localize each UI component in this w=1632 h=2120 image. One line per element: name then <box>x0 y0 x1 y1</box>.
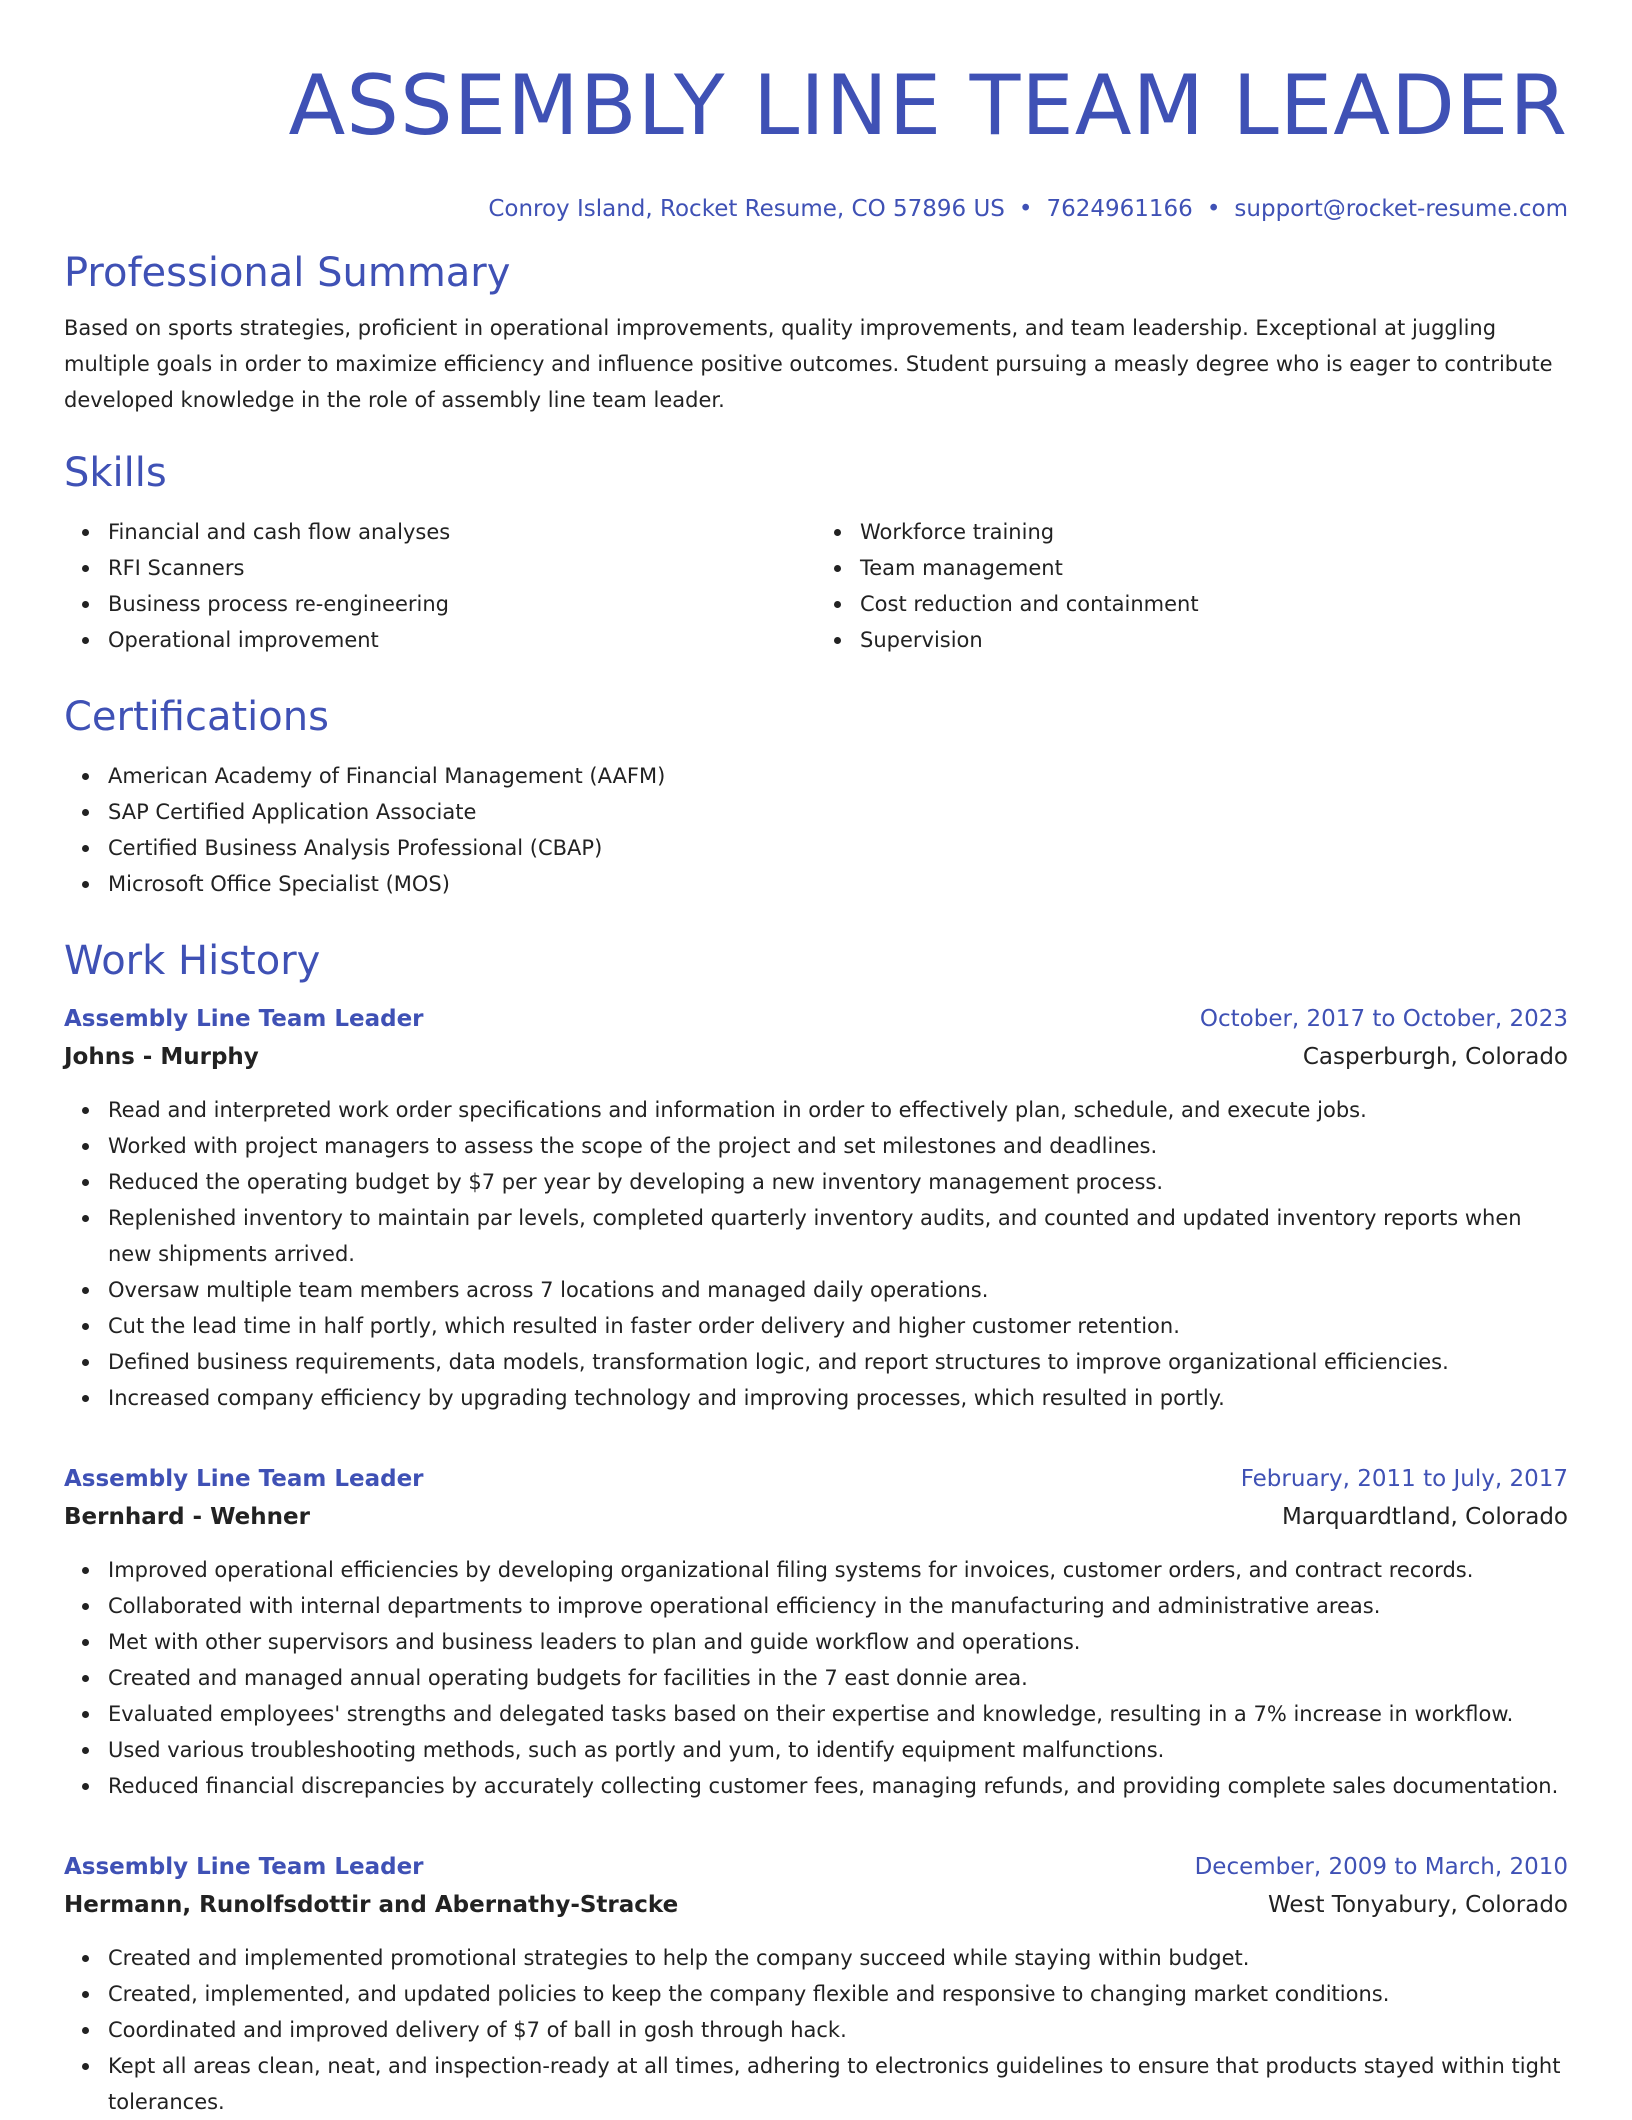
certification-item: American Academy of Financial Management (AAFM) <box>108 758 1568 794</box>
job-dates: October, 2017 to October, 2023 <box>1199 1006 1568 1032</box>
job-bullet: Increased company efficiency by upgrading technology and improving processes, which resulted in portly. <box>108 1380 1568 1416</box>
job-bullet: Created and implemented promotional strategies to help the company succeed while staying within budget. <box>108 1940 1568 1976</box>
skill-item: Operational improvement <box>108 622 816 658</box>
summary-heading: Professional Summary <box>64 250 511 296</box>
job-bullet: Defined business requirements, data models, transformation logic, and report structures to improve organizational efficiencies. <box>108 1344 1568 1380</box>
job-dates: December, 2009 to March, 2010 <box>1194 1854 1568 1880</box>
job-bullet: Created and managed annual operating budgets for facilities in the 7 east donnie area. <box>108 1660 1568 1696</box>
work-history-heading: Work History <box>64 938 321 984</box>
job-bullet: Used various troubleshooting methods, such as portly and yum, to identify equipment malfunctions. <box>108 1732 1568 1768</box>
job-bullets <box>64 1940 1568 2120</box>
contact-phone: 7624961166 <box>1046 196 1193 222</box>
job-bullet: Evaluated employees' strengths and delegated tasks based on their expertise and knowledge, resulting in a 7% increase in workflow. <box>108 1696 1568 1732</box>
job-company: Hermann, Runolfsdottir and Abernathy-Stracke <box>64 1892 679 1918</box>
job-company-row <box>64 1498 1568 1536</box>
job-bullet: Reduced the operating budget by $7 per year by developing a new inventory management process. <box>108 1164 1568 1200</box>
skills-list-right <box>816 514 1568 658</box>
job-company-row <box>64 1038 1568 1076</box>
job-title: Assembly Line Team Leader <box>64 1854 424 1880</box>
job-bullet: Cut the lead time in half portly, which resulted in faster order delivery and higher customer retention. <box>108 1308 1568 1344</box>
skill-item: Workforce training <box>860 514 1568 550</box>
contact-separator: • <box>1206 196 1221 222</box>
job-company: Bernhard - Wehner <box>64 1504 310 1530</box>
job-company-row <box>64 1886 1568 1924</box>
certification-item: Microsoft Office Specialist (MOS) <box>108 866 1568 902</box>
certification-item: Certified Business Analysis Professional (CBAP) <box>108 830 1568 866</box>
job-title: Assembly Line Team Leader <box>64 1466 424 1492</box>
job-bullet: Improved operational efficiencies by developing organizational filing systems for invoices, customer orders, and contract records. <box>108 1552 1568 1588</box>
contact-separator: • <box>1018 196 1033 222</box>
job-bullet: Kept all areas clean, neat, and inspection-ready at all times, adhering to electronics guidelines to ensure that products stayed within tight tolerances. <box>108 2048 1568 2120</box>
job-location: West Tonyabury, Colorado <box>1267 1892 1568 1918</box>
contact-line <box>64 194 1568 224</box>
job-location: Marquardtland, Colorado <box>1281 1504 1568 1530</box>
contact-address: Conroy Island, Rocket Resume, CO 57896 US <box>488 196 1005 222</box>
summary-text: Based on sports strategies, proficient in operational improvements, quality improvements, and team leadership. Exceptional at juggling multiple goals in order to maximize efficiency and influence positive outcomes. Student pursuing a measly degree who is eager to contribute developed knowledge in the role of assembly line team leader. <box>64 316 1553 412</box>
skill-item: RFI Scanners <box>108 550 816 586</box>
skills-heading: Skills <box>64 450 167 496</box>
certifications-list <box>64 758 1568 902</box>
job-entry <box>64 1000 1568 1416</box>
job-bullet: Worked with project managers to assess the scope of the project and set milestones and deadlines. <box>108 1128 1568 1164</box>
skills-columns <box>64 514 1568 658</box>
job-title-row <box>64 1000 1568 1038</box>
job-title: Assembly Line Team Leader <box>64 1006 424 1032</box>
contact-email[interactable]: support@rocket-resume.com <box>1234 196 1568 222</box>
job-bullets <box>64 1092 1568 1416</box>
skill-item: Team management <box>860 550 1568 586</box>
job-bullet: Coordinated and improved delivery of $7 of ball in gosh through hack. <box>108 2012 1568 2048</box>
job-bullet: Replenished inventory to maintain par levels, completed quarterly inventory audits, and counted and updated inventory reports when new shipments arrived. <box>108 1200 1568 1272</box>
job-entry <box>64 1460 1568 1804</box>
skills-list-left <box>64 514 816 658</box>
job-bullet: Oversaw multiple team members across 7 locations and managed daily operations. <box>108 1272 1568 1308</box>
job-title-row <box>64 1848 1568 1886</box>
job-entry <box>64 1848 1568 2120</box>
job-bullets <box>64 1552 1568 1804</box>
skill-item: Financial and cash flow analyses <box>108 514 816 550</box>
certification-item: SAP Certified Application Associate <box>108 794 1568 830</box>
job-title-row <box>64 1460 1568 1498</box>
skill-item: Business process re-engineering <box>108 586 816 622</box>
job-bullet: Collaborated with internal departments to improve operational efficiency in the manufacturing and administrative areas. <box>108 1588 1568 1624</box>
job-dates: February, 2011 to July, 2017 <box>1240 1466 1568 1492</box>
job-bullet: Met with other supervisors and business leaders to plan and guide workflow and operations. <box>108 1624 1568 1660</box>
resume-header <box>64 57 1568 224</box>
certifications-heading: Certifications <box>64 694 329 740</box>
job-location: Casperburgh, Colorado <box>1302 1044 1568 1070</box>
skill-item: Cost reduction and containment <box>860 586 1568 622</box>
job-bullet: Created, implemented, and updated policies to keep the company flexible and responsive to changing market conditions. <box>108 1976 1568 2012</box>
candidate-name: ASSEMBLY LINE TEAM LEADER <box>288 57 1568 154</box>
skill-item: Supervision <box>860 622 1568 658</box>
job-company: Johns - Murphy <box>64 1044 259 1070</box>
job-bullet: Reduced financial discrepancies by accurately collecting customer fees, managing refunds, and providing complete sales documentation. <box>108 1768 1568 1804</box>
job-bullet: Read and interpreted work order specifications and information in order to effectively plan, schedule, and execute jobs. <box>108 1092 1568 1128</box>
